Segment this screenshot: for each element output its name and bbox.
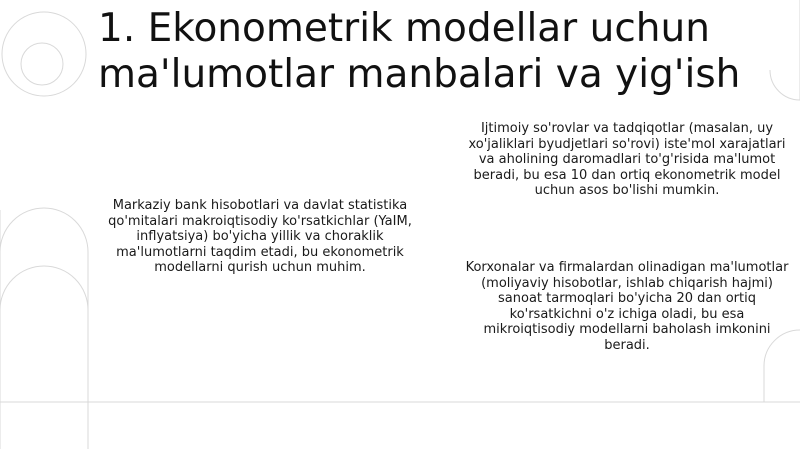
paragraph-central-bank: Markaziy bank hisobotlari va davlat statistika qo'mitalari makroiqtisodiy ko'rsatkichlar (YaIM, inflyatsiya) bo'yicha yillik va choraklik ma'lumotlarni taqdim etadi, bu ekonometrik modellarni qurish uchun muhim.: [108, 198, 412, 275]
decor-arch-lower: [0, 266, 88, 449]
decor-circle-large: [2, 12, 86, 96]
decor-arch-upper: [0, 208, 88, 449]
paragraph-enterprises: Korxonalar va firmalardan olinadigan ma'lumotlar (moliyaviy hisobotlar, ishlab chiqarish hajmi) sanoat tarmoqlari bo'yicha 20 dan ortiq ko'rsatkichni o'z ichiga oladi, bu esa mikroiqtisodiy modellarni baholash imkonini beradi.: [465, 260, 789, 353]
slide-title: 1. Ekonometrik modellar uchun ma'lumotlar manbalari va yig'ish: [98, 6, 741, 97]
paragraph-social-surveys: Ijtimoiy so'rovlar va tadqiqotlar (masalan, uy xo'jaliklari byudjetlari so'rovi) iste'mol xarajatlari va aholining daromadlari to'g'risida ma'lumot beradi, bu esa 10 dan ortiq ekonometrik model uchun asos bo'lishi mumkin.: [468, 121, 786, 198]
decor-circle-small: [21, 43, 63, 85]
